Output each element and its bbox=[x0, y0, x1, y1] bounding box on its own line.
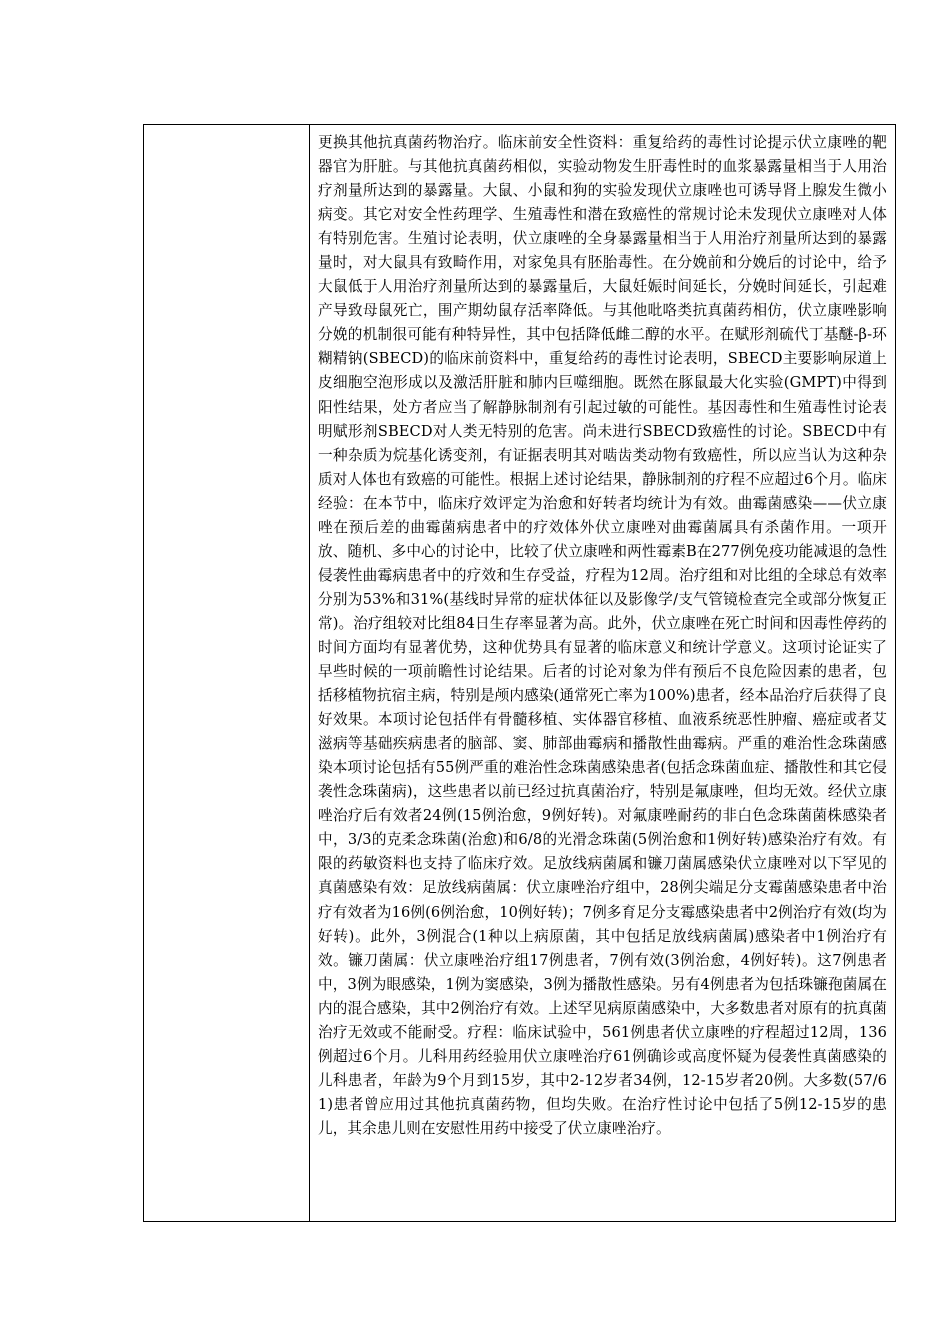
table-right-cell bbox=[310, 125, 896, 1222]
table-row bbox=[144, 125, 896, 1222]
body-paragraph: 更换其他抗真菌药物治疗。临床前安全性资料：重复给药的毒性讨论提示伏立康唑的靶器官为肝脏。与其他抗真菌药相似，实验动物发生肝毒性时的血浆暴露量相当于人用治疗剂量所达到的暴露量。大鼠、小鼠和狗的实验发现伏立康唑也可诱导肾上腺发生微小病变。其它对安全性药理学、生殖毒性和潜在致癌性的常规讨论未发现伏立康唑对人体有特别危害。生殖讨论表明，伏立康唑的全身暴露量相当于人用治疗剂量所达到的暴露量时，对大鼠具有致畸作用，对家兔具有胚胎毒性。在分娩前和分娩后的讨论中，给予大鼠低于人用治疗剂量所达到的暴露量后，大鼠妊娠时间延长，分娩时间延长，引起难产导致母鼠死亡，围产期幼鼠存活率降低。与其他吡咯类抗真菌药相仿，伏立康唑影响分娩的机制很可能有种特异性，其中包括降低雌二醇的水平。在赋形剂硫代丁基醚-β-环糊精钠(SBECD)的临床前资料中，重复给药的毒性讨论表明，SBECD主要影响尿道上皮细胞空泡形成以及激活肝脏和肺内巨噬细胞。既然在豚鼠最大化实验(GMPT)中得到阳性结果，处方者应当了解静脉制剂有引起过敏的可能性。基因毒性和生殖毒性讨论表明赋形剂SBECD对人类无特别的危害。尚未进行SBECD致癌性的讨论。SBECD中有一种杂质为烷基化诱变剂，有证据表明其对啮齿类动物有致癌性，所以应当认为这种杂质对人体也有致癌的可能性。根据上述讨论结果，静脉制剂的疗程不应超过6个月。临床经验：在本节中，临床疗效评定为治愈和好转者均统计为有效。曲霉菌感染——伏立康唑在预后差的曲霉菌病患者中的疗效体外伏立康唑对曲霉菌属具有杀菌作用。一项开放、随机、多中心的讨论中，比较了伏立康唑和两性霉素B在277例免疫功能减退的急性侵袭性曲霉病患者中的疗效和生存受益，疗程为12周。治疗组和对比组的全球总有效率分别为53%和31%(基线时异常的症状体征以及影像学/支气管镜检查完全或部分恢复正常)。治疗组较对比组84日生存率显著为高。此外，伏立康唑在死亡时间和因毒性停药的时间方面均有显著优势，这种优势具有显著的临床意义和统计学意义。这项讨论证实了早些时候的一项前瞻性讨论结果。后者的讨论对象为伴有预后不良危险因素的患者，包括移植物抗宿主病，特别是颅内感染(通常死亡率为100%)患者，经本品治疗后获得了良好效果。本项讨论包括伴有骨髓移植、实体器官移植、血液系统恶性肿瘤、癌症或者艾滋病等基础疾病患者的脑部、窦、肺部曲霉病和播散性曲霉病。严重的难治性念珠菌感染本项讨论包括有55例严重的难治性念珠菌感染患者(包括念珠菌血症、播散性和其它侵袭性念珠菌病)，这些患者以前已经过抗真菌治疗，特别是氟康唑，但均无效。经伏立康唑治疗后有效者24例(15例治愈，9例好转)。对氟康唑耐药的非白色念珠菌菌株感染者中，3/3的克柔念珠菌(治愈)和6/8的光滑念珠菌(5例治愈和1例好转)感染治疗有效。有限的药敏资料也支持了临床疗效。足放线病菌属和镰刀菌属感染伏立康唑对以下罕见的真菌感染有效：足放线病菌属：伏立康唑治疗组中，28例尖端足分支霉菌感染患者中治疗有效者为16例(6例治愈，10例好转)；7例多育足分支霉感染患者中2例治疗有效(均为好转)。此外，3例混合(1种以上病原菌，其中包括足放线病菌属)感染者中1例治疗有效。镰刀菌属：伏立康唑治疗组17例患者，7例有效(3例治愈，4例好转)。这7例患者中，3例为眼感染，1例为窦感染，3例为播散性感染。另有4例患者为包括珠镰孢菌属在内的混合感染，其中2例治疗有效。上述罕见病原菌感染中，大多数患者对原有的抗真菌治疗无效或不能耐受。疗程：临床试验中，561例患者伏立康唑的疗程超过12周，136例超过6个月。儿科用药经验用伏立康唑治疗61例确诊或高度怀疑为侵袭性真菌感染的儿科患者，年龄为9个月到15岁，其中2-12岁者34例，12-15岁者20例。大多数(57/61)患者曾应用过其他抗真菌药物，但均失败。在治疗性讨论中包括了5例12-15岁的患儿，其余患儿则在安慰性用药中接受了伏立康唑治疗。 bbox=[318, 134, 887, 1137]
table-left-cell bbox=[144, 125, 310, 1222]
document-table bbox=[143, 124, 896, 1222]
